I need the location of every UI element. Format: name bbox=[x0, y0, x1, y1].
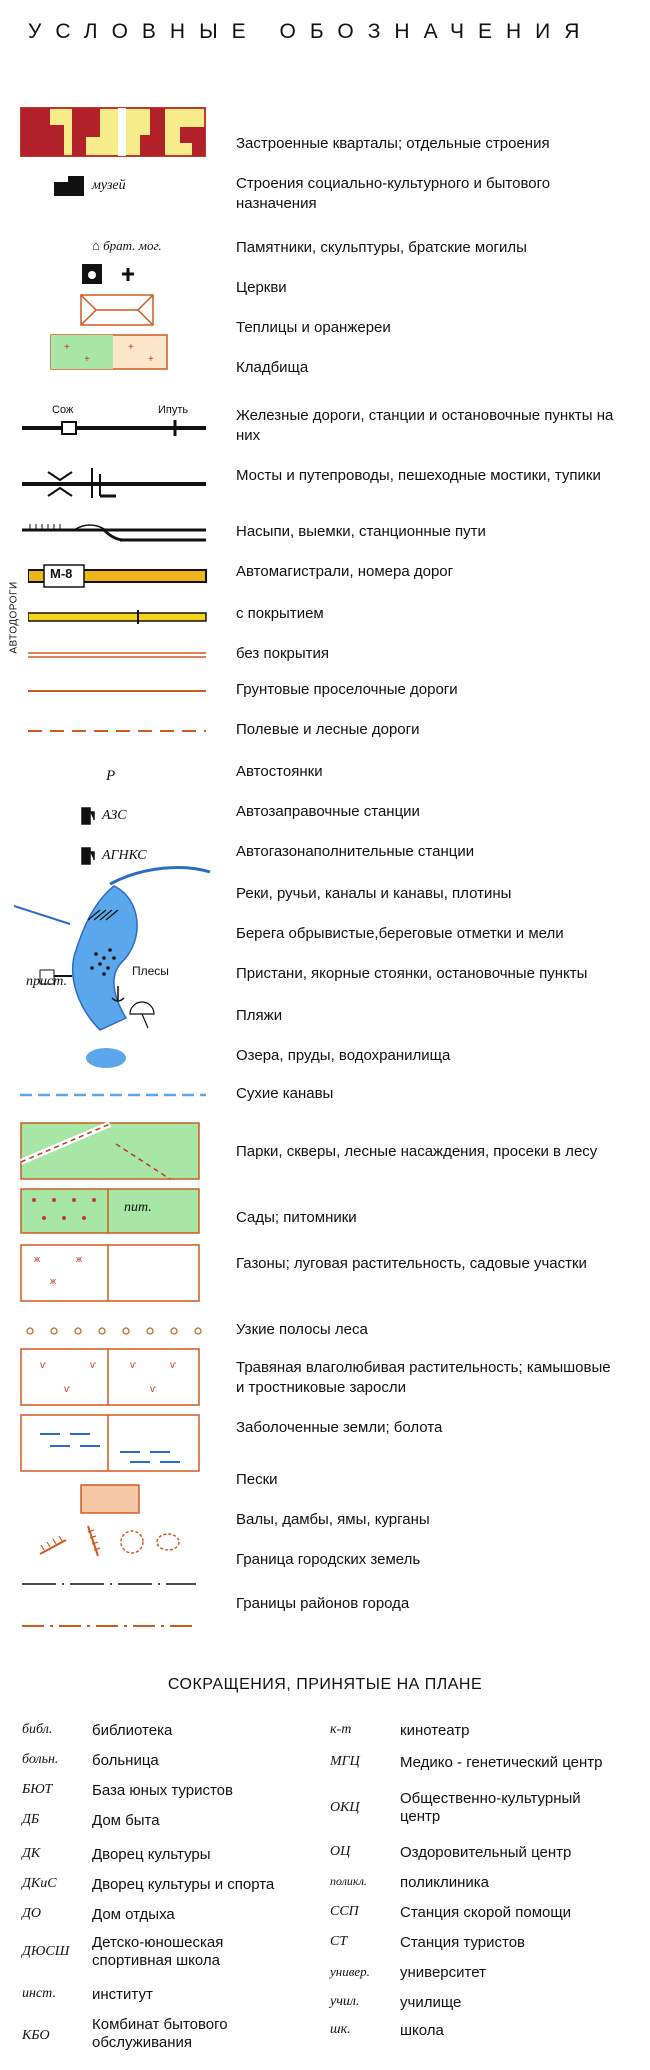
park-symbol bbox=[20, 1122, 200, 1180]
gas-fill-station-label: АГНКС bbox=[102, 848, 147, 863]
svg-text:ѵ: ѵ bbox=[130, 1360, 137, 1371]
legend-label-unpaved: без покрытия bbox=[236, 645, 330, 662]
forest-strip-symbol bbox=[24, 1326, 204, 1336]
abbr-key: МГЦ bbox=[330, 1754, 360, 1769]
legend-label-field-roads: Полевые и лесные дороги bbox=[236, 721, 420, 738]
unpaved-road-symbol bbox=[28, 650, 208, 660]
abbr-key: ОКЦ bbox=[330, 1800, 360, 1815]
abbr-value: База юных туристов bbox=[92, 1782, 233, 1799]
legend-label-piers: Пристани, якорные стоянки, остановочные пункты bbox=[236, 965, 588, 982]
abbr-value: Станция туристов bbox=[400, 1934, 526, 1951]
svg-text:ж: ж bbox=[50, 1276, 57, 1286]
greenhouse-symbol bbox=[80, 294, 154, 326]
abbreviations-title: СОКРАЩЕНИЯ, ПРИНЯТЫЕ НА ПЛАНЕ bbox=[167, 1676, 483, 1693]
legend-label-gardens: Сады; питомники bbox=[236, 1209, 357, 1226]
legend-label-wet-grass: Травяная влаголюбивая растительность; камышовые и тростниковые заросли bbox=[236, 1359, 611, 1396]
svg-text:ѵ: ѵ bbox=[64, 1384, 71, 1395]
monument-text: брат. мог. bbox=[103, 238, 162, 253]
svg-text:+: + bbox=[84, 354, 90, 365]
abbr-key: учил. bbox=[330, 1994, 360, 2009]
abbr-value: больница bbox=[92, 1752, 159, 1769]
abbr-key: ОЦ bbox=[330, 1844, 351, 1859]
abbr-value: Дом быта bbox=[92, 1812, 160, 1829]
svg-text:+: + bbox=[128, 342, 134, 353]
legend-label-swamps: Заболоченные земли; болота bbox=[236, 1419, 443, 1436]
svg-text:ж: ж bbox=[76, 1254, 83, 1264]
abbr-value: университет bbox=[400, 1964, 486, 1981]
legend-label-shores: Берега обрывистые,береговые отметки и мели bbox=[236, 925, 564, 942]
abbr-value: школа bbox=[400, 2022, 444, 2039]
legend-label-city-border: Граница городских земель bbox=[236, 1551, 421, 1568]
legend-label-ramparts: Валы, дамбы, ямы, курганы bbox=[236, 1511, 430, 1528]
abbr-key: библ. bbox=[22, 1722, 53, 1737]
autoroads-vertical-label: АВТОДОРОГИ bbox=[8, 581, 20, 654]
abbr-key: шк. bbox=[330, 2022, 351, 2037]
legend-label-monuments: Памятники, скульптуры, братские могилы bbox=[236, 239, 527, 256]
legend-label-lawns: Газоны; луговая растительность, садовые участки bbox=[236, 1255, 587, 1272]
field-road-symbol bbox=[28, 728, 208, 734]
dirt-road-symbol bbox=[28, 688, 208, 694]
stop-name-iput: Ипуть bbox=[158, 404, 189, 416]
swamp-symbol bbox=[20, 1414, 200, 1472]
city-border-symbol bbox=[20, 1578, 200, 1590]
abbr-value: Дворец культуры и спорта bbox=[92, 1876, 275, 1893]
gas-station-icon bbox=[80, 806, 96, 826]
legend-label-cemeteries: Кладбища bbox=[236, 359, 309, 376]
legend-label-forest-strips: Узкие полосы леса bbox=[236, 1321, 368, 1338]
legend-label-highways: Автомагистрали, номера дорог bbox=[236, 563, 454, 580]
svg-text:ѵ: ѵ bbox=[150, 1384, 157, 1395]
legend-label-lakes: Озера, пруды, водохранилища bbox=[236, 1047, 451, 1064]
abbr-key: универ. bbox=[330, 1964, 370, 1979]
page-title: УСЛОВНЫЕ ОБОЗНАЧЕНИЯ bbox=[28, 20, 594, 43]
legend-label-paved: с покрытием bbox=[236, 605, 324, 622]
garden-nursery-symbol bbox=[20, 1188, 200, 1234]
legend-label-rivers: Реки, ручьи, каналы и канавы, плотины bbox=[236, 885, 512, 902]
district-border-symbol bbox=[20, 1620, 200, 1632]
abbr-key: ССП bbox=[330, 1904, 359, 1919]
wet-grass-symbol bbox=[20, 1348, 200, 1406]
sand-symbol bbox=[80, 1484, 140, 1514]
built-up-blocks-symbol bbox=[20, 107, 206, 157]
svg-text:ѵ: ѵ bbox=[40, 1360, 47, 1371]
abbr-value: институт bbox=[92, 1986, 153, 2003]
legend-label-gas-fill-stations: Автогазонаполнительные станции bbox=[236, 843, 475, 860]
station-name-sozh: Сож bbox=[52, 404, 74, 416]
abbr-value: Общественно-культурный центр bbox=[400, 1790, 581, 1825]
abbr-value: Оздоровительный центр bbox=[400, 1844, 572, 1861]
abbr-key: СТ bbox=[330, 1934, 348, 1949]
road-number-badge: М-8 bbox=[50, 566, 73, 581]
legend-label-beaches: Пляжи bbox=[236, 1007, 283, 1024]
abbr-key: поликл. bbox=[330, 1874, 368, 1888]
svg-text:ѵ: ѵ bbox=[90, 1360, 97, 1371]
paved-road-symbol bbox=[28, 610, 208, 624]
svg-text:ѵ: ѵ bbox=[170, 1360, 177, 1371]
svg-text:+: + bbox=[64, 342, 70, 353]
abbr-key: ДЮСШ bbox=[22, 1944, 70, 1959]
legend-label-social-buildings: Строения социально-культурного и бытового назначения bbox=[236, 175, 551, 212]
monument-label bbox=[92, 238, 162, 254]
legend-label-parking: Автостоянки bbox=[236, 763, 323, 780]
legend-label-churches: Церкви bbox=[236, 279, 287, 296]
cemetery-symbol bbox=[50, 334, 168, 370]
abbr-value: Детско-юношеская спортивная школа bbox=[92, 1934, 224, 1969]
parking-letter: P bbox=[106, 768, 116, 784]
legend-label-railways: Железные дороги, станции и остановочные пункты на них bbox=[236, 407, 614, 444]
pier-label: прист. bbox=[26, 974, 67, 989]
abbr-value: Станция скорой помощи bbox=[400, 1904, 572, 1921]
legend-label-gas-stations: Автозаправочные станции bbox=[236, 803, 420, 820]
nursery-label: пит. bbox=[124, 1200, 152, 1215]
museum-label: музей bbox=[92, 178, 126, 193]
legend-label-greenhouses: Теплицы и оранжереи bbox=[236, 319, 391, 336]
abbr-value: кинотеатр bbox=[400, 1722, 470, 1739]
abbr-value: училище bbox=[400, 1994, 462, 2011]
lawn-symbol bbox=[20, 1244, 200, 1302]
legend-label-dirt-roads: Грунтовые проселочные дороги bbox=[236, 681, 458, 698]
legend-label-bridges: Мосты и путепроводы, пешеходные мостики, тупики bbox=[236, 467, 601, 484]
legend-label-dry-ditches: Сухие канавы bbox=[236, 1085, 334, 1102]
abbr-key: инст. bbox=[22, 1986, 56, 2001]
pier-place-label: Плесы bbox=[132, 964, 169, 978]
abbr-key: ДК bbox=[22, 1846, 41, 1861]
legend-label-sands: Пески bbox=[236, 1471, 278, 1488]
abbr-key: БЮТ bbox=[22, 1782, 53, 1797]
abbr-key: КБО bbox=[22, 2028, 50, 2043]
dry-ditch-symbol bbox=[20, 1092, 210, 1098]
museum-building-symbol bbox=[54, 176, 88, 198]
abbr-key: ДБ bbox=[22, 1812, 40, 1827]
legend-label-parks: Парки, скверы, лесные насаждения, просеки в лесу bbox=[236, 1143, 598, 1160]
abbr-key: к-т bbox=[330, 1722, 352, 1737]
monument-icon: ⌂ bbox=[92, 238, 100, 253]
embankment-symbol bbox=[20, 520, 210, 546]
abbr-value: Комбинат бытового обслуживания bbox=[92, 2016, 228, 2051]
svg-text:ж: ж bbox=[34, 1254, 41, 1264]
legend-label-district-border: Границы районов города bbox=[236, 1595, 410, 1612]
abbr-key: ДО bbox=[22, 1906, 42, 1921]
svg-text:+: + bbox=[148, 354, 154, 365]
river-hydrography-symbol bbox=[14, 858, 214, 1073]
bridge-symbol bbox=[20, 466, 210, 500]
abbr-key: больн. bbox=[22, 1752, 59, 1767]
ramparts-symbol bbox=[36, 1520, 186, 1560]
abbr-value: Дом отдыха bbox=[92, 1906, 175, 1923]
gas-station-label: АЗС bbox=[102, 808, 127, 823]
abbr-key: ДКиС bbox=[22, 1876, 57, 1891]
legend-label-embankments: Насыпи, выемки, станционные пути bbox=[236, 523, 486, 540]
abbr-value: Медико - генетический центр bbox=[400, 1754, 603, 1771]
abbr-value: поликлиника bbox=[400, 1874, 490, 1891]
abbr-value: Дворец культуры bbox=[92, 1846, 211, 1863]
church-icon bbox=[80, 262, 150, 288]
abbr-value: библиотека bbox=[92, 1722, 173, 1739]
legend-label-built-up: Застроенные кварталы; отдельные строения bbox=[236, 135, 550, 152]
